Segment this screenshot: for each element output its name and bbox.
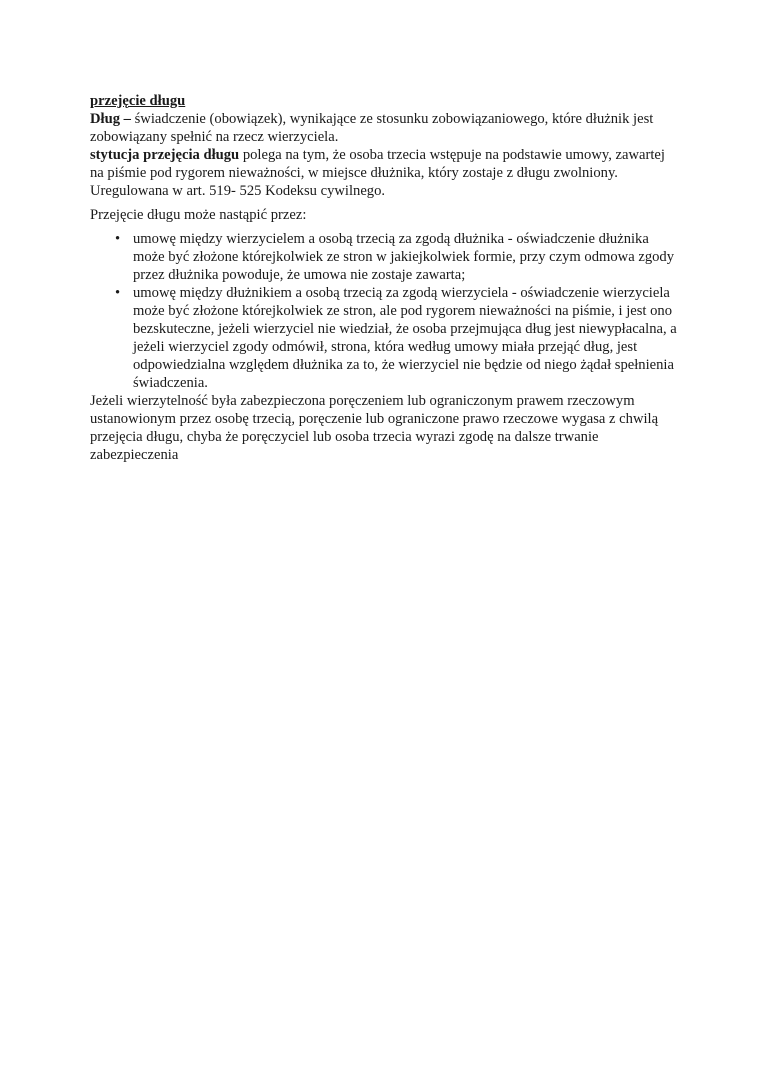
document-title: przejęcie długu — [90, 93, 186, 109]
institution-term: stytucja przejęcia długu — [90, 147, 240, 163]
closing-paragraph: Jeżeli wierzytelność była zabezpieczona poręczeniem lub ograniczonym prawem rzeczowym ustanowionym przez osobę trzecią, poręczenie lub ograniczone prawo rzeczowe wygasa z chwilą przejęcia długu, chyba że poręczyciel lub osoba trzecia wyrazi zgodę na dalsze trwanie zabezpieczenia — [90, 393, 659, 463]
institution-text: polega na tym, że osoba trzecia wstępuje na podstawie umowy, zawartej na piśmie pod rygorem nieważności, w miejsce dłużnika, który zostaje z długu zwolniony. Uregulowana w art. 519- 525 Kodeksu cywilnego. — [90, 147, 665, 199]
definition-text: świadczenie (obowiązek), wynikające ze stosunku zobowiązaniowego, które dłużnik jest zobowiązany spełnić na rzecz wierzyciela. — [90, 111, 654, 145]
document-page — [90, 92, 680, 464]
definition-paragraph — [90, 110, 680, 146]
bullet-icon: • — [115, 285, 121, 301]
list-item-text: umowę między wierzycielem a osobą trzecią za zgodą dłużnika - oświadczenie dłużnika może być złożone którejkolwiek ze stron w jakiejkolwiek formie, przy czym odmowa zgody przez dłużnika powoduje, że umowa nie zostaje zawarta; — [133, 231, 675, 283]
list-item — [115, 230, 680, 284]
transfer-methods-list — [90, 230, 680, 392]
institution-paragraph — [90, 146, 680, 200]
intro-paragraph: Przejęcie długu może nastąpić przez: — [90, 207, 307, 223]
list-item-text: umowę między dłużnikiem a osobą trzecią za zgodą wierzyciela - oświadczenie wierzyciela może być złożone którejkolwiek ze stron, ale pod rygorem nieważności na piśmie, i jest ono bezskuteczne, jeżeli wierzyciel nie wiedział, że osoba przejmująca dług jest niewypłacalna, a jeżeli wierzyciel zgody odmówił, strona, która według umowy miała przejąć dług, jest odpowiedzialna względem dłużnika za to, że wierzyciel nie będzie od niego żądał spełnienia świadczenia. — [133, 285, 677, 391]
definition-term: Dług – — [90, 111, 131, 127]
list-item — [115, 284, 680, 392]
bullet-icon: • — [115, 231, 121, 247]
